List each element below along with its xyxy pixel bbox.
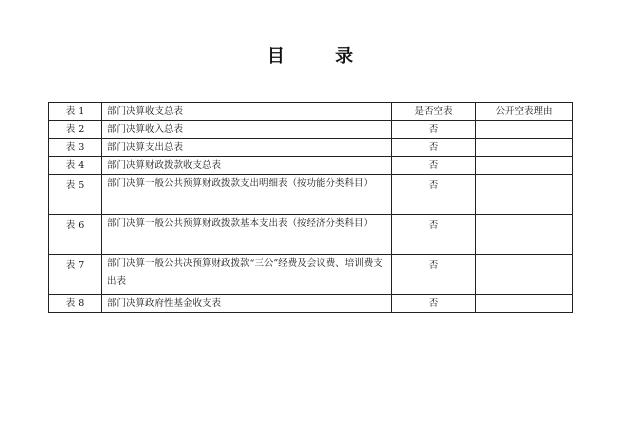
reason-cell [476,175,573,215]
table-number-cell: 表 3 [49,139,102,157]
table-name-cell: 部门决算一般公共预算财政拨款基本支出表（按经济分类科目） [102,215,392,255]
table-row [49,295,573,313]
reason-cell [476,121,573,139]
reason-cell [476,295,573,313]
table-row [49,121,573,139]
is-empty-cell: 否 [392,215,476,255]
table-name-cell: 部门决算政府性基金收支表 [102,295,392,313]
table-row [49,103,573,121]
table-row [49,139,573,157]
is-empty-cell: 否 [392,157,476,175]
table-name-cell: 部门决算支出总表 [102,139,392,157]
table-name-cell: 部门决算财政拨款收支总表 [102,157,392,175]
table-name-cell: 部门决算收入总表 [102,121,392,139]
page-title: 目 录 [266,46,376,67]
table-number-cell: 表 8 [49,295,102,313]
table-name-cell: 部门决算一般公共决预算财政拨款“三公”经费及会议费、培训费支出表 [102,255,392,295]
reason-cell [476,157,573,175]
table-number-cell: 表 2 [49,121,102,139]
table-number-cell: 表 5 [49,175,102,215]
table-row [49,175,573,215]
table-row [49,215,573,255]
table-name-cell: 部门决算收支总表 [102,103,392,121]
table-number-cell: 表 4 [49,157,102,175]
reason-cell [476,139,573,157]
column-header-is-empty: 是否空表 [392,103,476,121]
table-row [49,255,573,295]
table-number-cell: 表 1 [49,103,102,121]
is-empty-cell: 否 [392,255,476,295]
table-number-cell: 表 7 [49,255,102,295]
reason-cell [476,215,573,255]
reason-cell [476,255,573,295]
is-empty-cell: 否 [392,175,476,215]
is-empty-cell: 否 [392,139,476,157]
catalog-table [48,102,573,313]
table-name-cell: 部门决算一般公共预算财政拨款支出明细表（按功能分类科目） [102,175,392,215]
is-empty-cell: 否 [392,121,476,139]
table-row [49,157,573,175]
is-empty-cell: 否 [392,295,476,313]
column-header-reason: 公开空表理由 [476,103,573,121]
table-number-cell: 表 6 [49,215,102,255]
